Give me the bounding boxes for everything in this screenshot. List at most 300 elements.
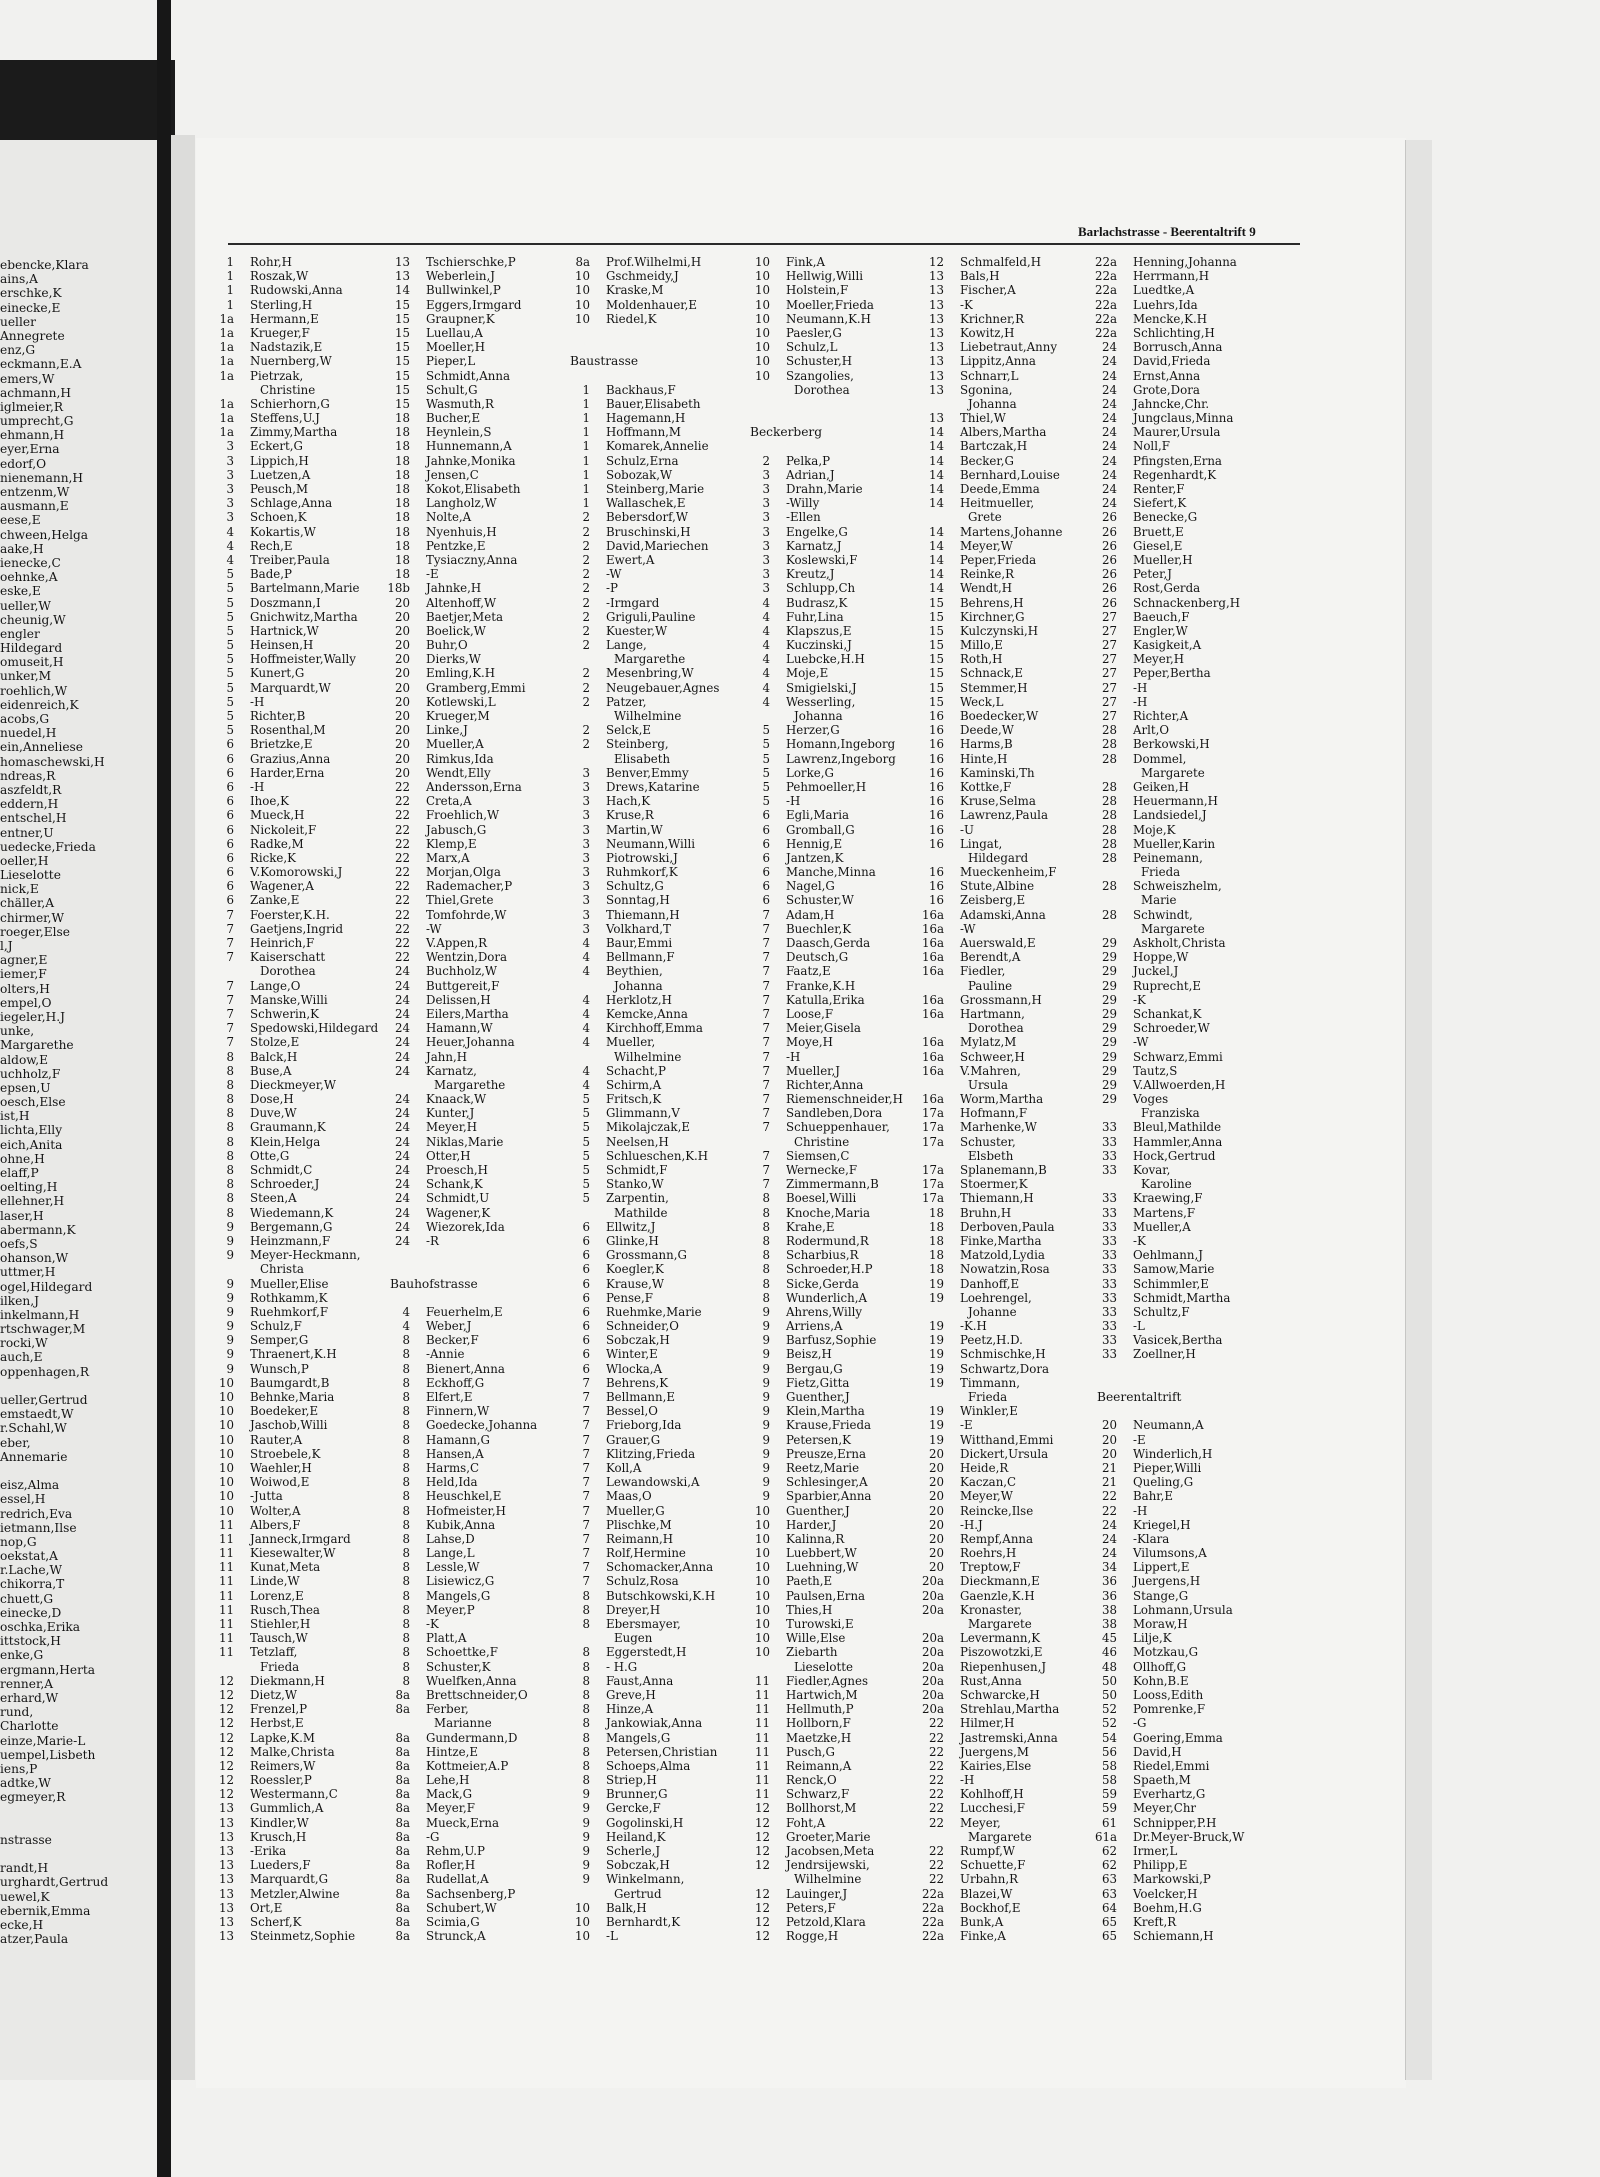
house-number: 8 [762, 1262, 770, 1277]
house-number: 22 [928, 1858, 944, 1873]
resident-entry [746, 1631, 916, 1645]
resident-name: Rust,Anna [960, 1673, 1022, 1688]
resident-entry [746, 1887, 916, 1901]
resident-name: Katulla,Erika [786, 992, 865, 1007]
resident-name: Otter,H [426, 1148, 471, 1163]
house-number: 8 [226, 1092, 234, 1107]
house-number: 33 [1101, 1120, 1117, 1135]
house-number: 9 [226, 1248, 234, 1263]
resident-name: Reimann,H [606, 1531, 674, 1546]
resident-entry [746, 1163, 916, 1177]
house-number: 4 [762, 609, 770, 624]
resident-entry [920, 908, 1090, 922]
house-number: 8 [762, 1276, 770, 1291]
resident-entry [386, 652, 556, 666]
house-number: 14 [928, 482, 944, 496]
house-number: 7 [582, 1460, 590, 1475]
house-number: 8a [395, 1744, 410, 1759]
house-number: 3 [762, 496, 770, 511]
house-number: 22a [921, 1900, 944, 1915]
resident-entry [920, 681, 1090, 695]
resident-entry [386, 1660, 556, 1674]
resident-entry [212, 794, 382, 808]
resident-name: Kirchhoff,Emma [606, 1021, 703, 1036]
resident-entry [386, 255, 556, 269]
house-number: 64 [1101, 1900, 1117, 1915]
resident-name: Jahncke,Chr. [1133, 396, 1210, 411]
house-number: 20 [394, 709, 410, 723]
house-number: 3 [582, 893, 590, 908]
resident-entry [1093, 283, 1263, 297]
resident-name: Heinsen,H [250, 638, 314, 653]
resident-entry [212, 723, 382, 737]
resident-entry [386, 1376, 556, 1390]
resident-entry [1093, 1135, 1263, 1149]
resident-name: Millo,E [960, 638, 1003, 653]
resident-entry [920, 255, 1090, 269]
resident-name: Faatz,E [786, 964, 831, 979]
left-page-line: iegeler,H.J [0, 1009, 65, 1024]
resident-entry [920, 1504, 1090, 1518]
resident-name: Tschierschke,P [426, 255, 516, 269]
resident-name: Boelick,W [426, 623, 486, 638]
resident-entry [566, 525, 736, 539]
house-number: 24 [394, 1219, 410, 1234]
resident-entry [212, 1872, 382, 1886]
left-page-line: entschel,H [0, 811, 67, 826]
resident-name: Dreyer,H [606, 1602, 661, 1617]
resident-name: David,Frieda [1133, 354, 1211, 369]
resident-name: Bruett,E [1133, 524, 1184, 539]
house-number: 4 [226, 538, 234, 553]
house-number: 19 [928, 1333, 944, 1348]
resident-entry [1093, 1035, 1263, 1049]
house-number: 9 [762, 1390, 770, 1404]
house-number: 8 [762, 1290, 770, 1305]
resident-entry [1093, 1206, 1263, 1220]
left-page-line: essel,H [0, 1492, 46, 1507]
resident-entry [920, 1050, 1090, 1064]
house-number: 15 [928, 666, 944, 681]
resident-entry [1093, 1872, 1263, 1886]
resident-entry [1093, 1574, 1263, 1588]
house-number: 10 [754, 368, 770, 383]
resident-entry [386, 737, 556, 751]
resident-entry [1093, 1092, 1263, 1106]
resident-entry [386, 283, 556, 297]
resident-entry [746, 1773, 916, 1787]
resident-entry [212, 1901, 382, 1915]
resident-name: Ernst,Anna [1133, 368, 1201, 383]
resident-name: Hartwich,M [786, 1687, 858, 1702]
left-page-line: urghardt,Gertrud [0, 1875, 109, 1890]
resident-entry [212, 1050, 382, 1064]
resident-name: Eckhoff,G [426, 1375, 485, 1390]
resident-entry [920, 1872, 1090, 1886]
left-page-line: eidenreich,K [0, 697, 79, 712]
left-page-line: laser,H [0, 1208, 44, 1223]
resident-name: Kriegel,H [1133, 1517, 1191, 1532]
resident-entry [566, 1787, 736, 1801]
house-number: 22 [928, 1758, 944, 1773]
resident-entry [386, 1674, 556, 1688]
resident-entry [212, 1574, 382, 1588]
house-number: 12 [218, 1787, 234, 1802]
house-number: 6 [226, 865, 234, 880]
house-number: 28 [1101, 836, 1117, 851]
house-number: 22a [1094, 325, 1117, 340]
resident-entry [920, 1915, 1090, 1929]
left-page-line: nuedel,H [0, 726, 57, 741]
house-number: 13 [218, 1844, 234, 1858]
left-page-line [0, 1847, 160, 1861]
street-heading: Baustrasse [570, 354, 639, 369]
house-number: 12 [754, 1900, 770, 1915]
resident-name: Platt,A [426, 1631, 467, 1646]
resident-name: Wagener,A [250, 879, 314, 894]
house-number: 8a [395, 1900, 410, 1915]
resident-entry [212, 1177, 382, 1191]
resident-name: Sobczak,H [606, 1333, 670, 1348]
resident-entry [746, 1390, 916, 1404]
house-number: 10 [754, 297, 770, 312]
resident-entry [566, 553, 736, 567]
resident-name: -H [786, 794, 801, 809]
resident-entry [920, 1447, 1090, 1461]
resident-entry [212, 454, 382, 468]
resident-entry [386, 893, 556, 907]
resident-entry [212, 1844, 382, 1858]
house-number: 12 [218, 1744, 234, 1759]
resident-name: Brunner,G [606, 1787, 668, 1802]
resident-entry [386, 638, 556, 652]
house-number: 8 [226, 1134, 234, 1149]
resident-entry [386, 1887, 556, 1901]
house-number: 62 [1101, 1858, 1117, 1873]
resident-name: Schnackenberg,H [1133, 595, 1241, 610]
resident-entry [920, 1631, 1090, 1645]
resident-name: Paeth,E [786, 1574, 833, 1589]
house-number: 15 [928, 680, 944, 695]
house-number: 20 [928, 1446, 944, 1461]
resident-name: Ziebarth [786, 1645, 838, 1660]
house-number: 9 [582, 1844, 590, 1858]
resident-name: -H [960, 1773, 975, 1788]
house-number: 10 [218, 1489, 234, 1504]
entry-continuation: Franziska [1141, 1106, 1200, 1121]
house-number: 9 [762, 1361, 770, 1376]
left-page-line: ogel,Hildegard [0, 1279, 93, 1294]
resident-name: Schwerin,K [250, 1006, 319, 1021]
resident-name: Pieper,Willi [1133, 1460, 1202, 1475]
left-page-line: roehlich,W [0, 683, 68, 698]
house-number: 8 [402, 1673, 410, 1688]
resident-entry [1093, 964, 1263, 978]
entry-continuation: Grete [968, 510, 1002, 525]
resident-entry [212, 269, 382, 283]
resident-entry [566, 1163, 736, 1177]
house-number: 1 [582, 467, 590, 482]
resident-entry [212, 397, 382, 411]
resident-name: Bunk,A [960, 1914, 1004, 1929]
house-number: 22a [1094, 297, 1117, 312]
left-page-line: omuseit,H [0, 655, 64, 670]
house-number: 26 [1101, 581, 1117, 596]
house-number: 16 [928, 737, 944, 752]
house-number: 22a [921, 1886, 944, 1901]
resident-name: Kunert,G [250, 666, 305, 681]
house-number: 12 [754, 1829, 770, 1844]
house-number: 10 [754, 1560, 770, 1575]
resident-name: Heinzmann,F [250, 1233, 331, 1248]
resident-name: Tysiaczny,Anna [426, 552, 518, 567]
resident-name: Wille,Else [786, 1631, 846, 1646]
resident-name: Morjan,Olga [426, 865, 501, 880]
house-number: 19 [928, 1432, 944, 1447]
resident-name: Zanke,E [250, 893, 300, 908]
left-page-line: ueller [0, 314, 36, 329]
house-number: 65 [1101, 1914, 1117, 1929]
house-number: 10 [574, 297, 590, 312]
resident-entry [566, 1362, 736, 1376]
house-number: 8 [582, 1687, 590, 1702]
resident-entry [920, 454, 1090, 468]
house-number: 11 [218, 1631, 234, 1646]
left-page-line: aake,H [0, 541, 44, 556]
resident-entry [1093, 1617, 1263, 1631]
house-number: 9 [582, 1787, 590, 1802]
resident-entry [212, 1433, 382, 1447]
resident-name: Ruehmkorf,F [250, 1304, 329, 1319]
resident-entry [920, 539, 1090, 553]
house-number: 10 [754, 311, 770, 326]
resident-name: Otte,G [250, 1148, 290, 1163]
resident-name: Motzkau,G [1133, 1645, 1199, 1660]
resident-name: Stiehler,H [250, 1617, 311, 1631]
resident-name: V.Appen,R [426, 936, 488, 950]
resident-entry [920, 298, 1090, 312]
resident-name: Schroeder,W [1133, 1021, 1210, 1036]
spacer [746, 439, 916, 453]
resident-entry [1093, 1518, 1263, 1532]
house-number: 11 [754, 1673, 770, 1688]
house-number: 24 [394, 1106, 410, 1121]
resident-name: Baeuch,F [1133, 609, 1190, 624]
resident-entry [1093, 397, 1263, 411]
resident-name: Rogge,H [786, 1929, 839, 1944]
house-number: 11 [754, 1702, 770, 1717]
resident-entry [920, 752, 1090, 766]
house-number: 24 [394, 1134, 410, 1149]
house-number: 24 [1101, 482, 1117, 496]
resident-name: Szangolies, [786, 368, 854, 383]
resident-entry [746, 1248, 916, 1262]
left-page-line: eckmann,E.A [0, 357, 82, 372]
resident-entry [920, 1546, 1090, 1560]
resident-entry [746, 1801, 916, 1815]
resident-name: Rademacher,P [426, 879, 513, 894]
resident-name: Henning,Johanna [1133, 255, 1237, 269]
resident-entry [746, 624, 916, 638]
resident-entry [566, 1149, 736, 1163]
resident-entry [212, 837, 382, 851]
house-number: 1 [582, 411, 590, 426]
resident-entry [746, 1035, 916, 1049]
resident-name: Knaack,W [426, 1092, 487, 1107]
resident-name: Lippert,E [1133, 1560, 1190, 1575]
left-page-line: enz,G [0, 343, 36, 358]
resident-entry [566, 1007, 736, 1021]
house-number: 24 [1101, 1531, 1117, 1546]
house-number: 22 [928, 1773, 944, 1788]
resident-name: Schlupp,Ch [786, 581, 856, 596]
resident-entry [386, 1787, 556, 1801]
resident-entry [386, 964, 556, 978]
house-number: 20 [394, 623, 410, 638]
resident-name: Rempf,Anna [960, 1531, 1034, 1546]
resident-entry [386, 439, 556, 453]
resident-entry [212, 1376, 382, 1390]
resident-entry [746, 766, 916, 780]
resident-entry [746, 1277, 916, 1291]
house-number: 22 [394, 794, 410, 809]
resident-entry [566, 1660, 736, 1674]
resident-entry [566, 581, 736, 595]
resident-entry [746, 1518, 916, 1532]
resident-entry [1093, 1489, 1263, 1503]
resident-entry [386, 1546, 556, 1560]
house-number: 7 [582, 1574, 590, 1589]
resident-entry [1093, 879, 1263, 893]
resident-name: Riemenschneider,H [786, 1092, 903, 1107]
resident-entry [920, 1731, 1090, 1745]
resident-entry [1093, 1645, 1263, 1659]
resident-name: Philipp,E [1133, 1858, 1188, 1873]
house-number: 8a [395, 1815, 410, 1830]
resident-name: Duve,W [250, 1106, 297, 1121]
house-number: 7 [226, 978, 234, 993]
resident-name: Lawrenz,Ingeborg [786, 751, 896, 766]
house-number: 15 [394, 382, 410, 397]
house-number: 5 [762, 779, 770, 794]
resident-entry [212, 1631, 382, 1645]
house-number: 10 [218, 1475, 234, 1490]
spacer [1093, 1376, 1263, 1390]
house-number: 50 [1101, 1673, 1117, 1688]
left-page-line: nienemann,H [0, 470, 84, 485]
house-number: 1 [582, 425, 590, 440]
resident-name: Mencke,K.H [1133, 311, 1207, 326]
resident-entry [1093, 1319, 1263, 1333]
left-page-line: oefs,S [0, 1236, 38, 1251]
house-number: 4 [762, 680, 770, 695]
resident-name: Rosenthal,M [250, 723, 326, 738]
resident-entry [212, 1007, 382, 1021]
resident-name: Bauer,Elisabeth [606, 396, 701, 411]
resident-name: Radke,M [250, 836, 304, 851]
resident-name: Wuelfken,Anna [426, 1673, 517, 1688]
resident-name: Derboven,Paula [960, 1219, 1055, 1234]
resident-entry [566, 1731, 736, 1745]
resident-name: Ruprecht,E [1133, 978, 1201, 993]
resident-name: Baur,Emmi [606, 936, 673, 950]
resident-name: Gromball,G [786, 822, 855, 837]
entry-continuation: Elisabeth [614, 751, 671, 766]
house-number: 24 [1101, 1546, 1117, 1561]
left-page-line: ohanson,W [0, 1251, 69, 1266]
house-number: 9 [762, 1446, 770, 1461]
resident-entry [1093, 1830, 1263, 1844]
resident-name: Rehm,U.P [426, 1844, 485, 1858]
spacer [566, 369, 736, 383]
resident-name: Kubik,Anna [426, 1517, 496, 1532]
resident-name: Patzer, [606, 694, 647, 709]
resident-name: Rech,E [250, 538, 293, 553]
resident-name: Scherle,J [606, 1844, 661, 1858]
left-page-line: uempel,Lisbeth [0, 1747, 96, 1762]
resident-name: Schmidt,F [606, 1163, 668, 1177]
resident-name: Peinemann, [1133, 850, 1203, 865]
resident-entry [746, 496, 916, 510]
house-number: 22 [394, 893, 410, 908]
house-number: 16 [928, 865, 944, 880]
house-number: 24 [1101, 340, 1117, 355]
house-number: 1a [219, 368, 234, 383]
resident-entry [386, 695, 556, 709]
house-number: 4 [762, 652, 770, 667]
resident-entry [1093, 1475, 1263, 1489]
resident-entry [212, 1773, 382, 1787]
resident-entry [920, 1560, 1090, 1574]
resident-name: Mueller,Elise [250, 1276, 329, 1291]
house-number: 10 [754, 1602, 770, 1617]
resident-name: Rolf,Hermine [606, 1546, 686, 1561]
resident-name: Wiezorek,Ida [426, 1219, 505, 1234]
resident-name: Sterling,H [250, 297, 313, 312]
resident-entry [386, 1149, 556, 1163]
resident-entry [566, 596, 736, 610]
resident-name: Maurer,Ursula [1133, 425, 1221, 440]
resident-name: Pieper,L [426, 354, 476, 369]
resident-name: Winkelmann, [606, 1872, 685, 1887]
house-number: 20 [928, 1475, 944, 1490]
house-number: 15 [928, 694, 944, 709]
house-number: 20 [928, 1560, 944, 1575]
resident-name: Krahe,E [786, 1219, 835, 1234]
house-number: 2 [582, 552, 590, 567]
resident-entry [386, 993, 556, 1007]
resident-entry [212, 567, 382, 581]
resident-entry [746, 908, 916, 922]
left-page-line: epsen,U [0, 1080, 51, 1095]
resident-entry [386, 425, 556, 439]
house-number: 26 [1101, 538, 1117, 553]
resident-name: Feuerhelm,E [426, 1304, 503, 1319]
house-number: 8 [402, 1390, 410, 1404]
left-page-line: Hildegard [0, 641, 63, 656]
house-number: 16 [928, 779, 944, 794]
resident-entry [746, 1206, 916, 1220]
left-page-line [0, 1819, 160, 1833]
resident-name: Buchholz,W [426, 964, 498, 979]
resident-entry [212, 581, 382, 595]
house-number: 22 [394, 921, 410, 936]
resident-name: Boesel,Willi [786, 1191, 857, 1206]
left-page-line: enke,G [0, 1648, 44, 1663]
resident-entry [566, 737, 736, 751]
house-number: 13 [218, 1858, 234, 1873]
resident-name: Luedtke,A [1133, 283, 1195, 298]
